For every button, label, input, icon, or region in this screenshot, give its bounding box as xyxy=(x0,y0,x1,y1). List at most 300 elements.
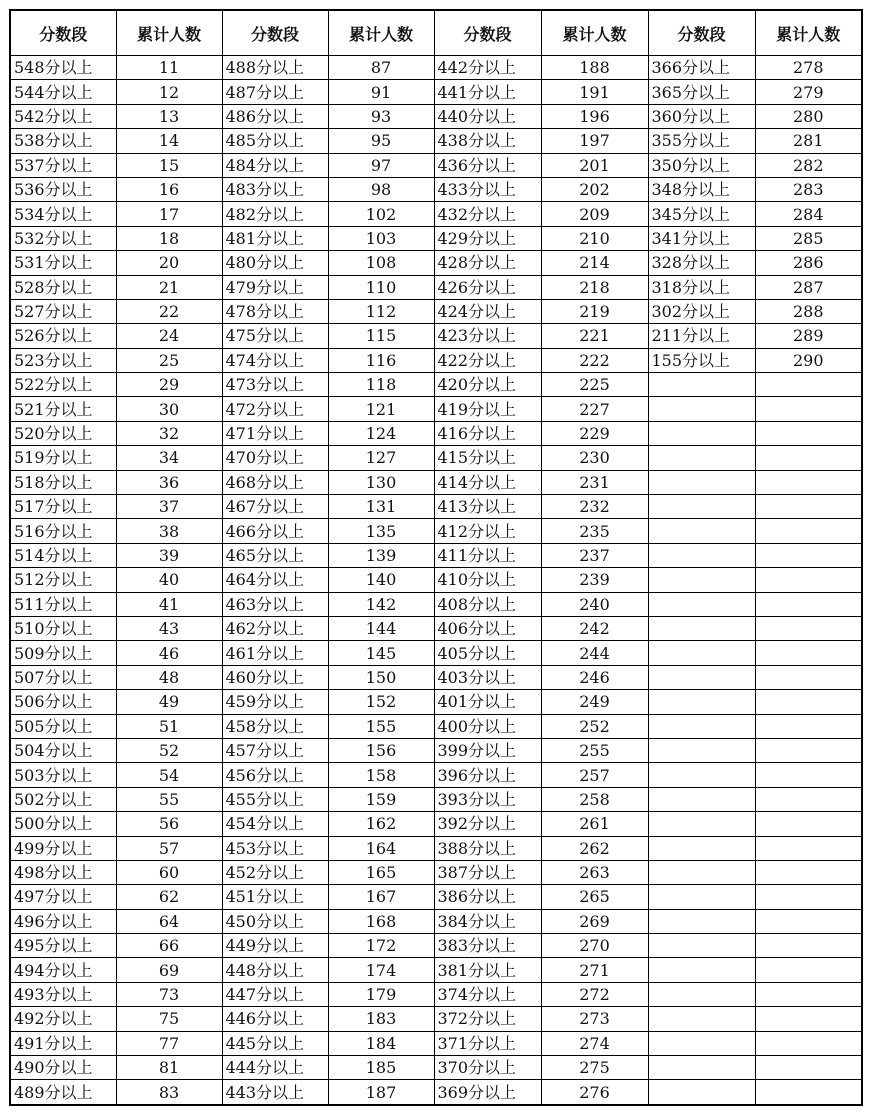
cumulative-count-cell xyxy=(755,1056,862,1080)
score-segment-cell xyxy=(648,836,755,860)
score-segment-cell: 420分以上 xyxy=(434,373,541,397)
score-segment-cell: 429分以上 xyxy=(434,226,541,250)
score-segment-cell: 406分以上 xyxy=(434,616,541,640)
table-row xyxy=(10,592,862,616)
score-segment-cell: 413分以上 xyxy=(434,495,541,519)
cumulative-count-cell: 41 xyxy=(116,592,222,616)
score-segment-cell: 423分以上 xyxy=(434,324,541,348)
cumulative-count-cell: 57 xyxy=(116,836,222,860)
cumulative-count-cell: 110 xyxy=(328,275,434,299)
cumulative-count-cell xyxy=(755,885,862,909)
score-segment-cell: 441分以上 xyxy=(434,80,541,104)
table-row xyxy=(10,665,862,689)
score-segment-cell: 528分以上 xyxy=(10,275,116,299)
cumulative-count-cell: 196 xyxy=(541,104,648,128)
score-segment-cell: 422分以上 xyxy=(434,348,541,372)
cumulative-count-cell: 155 xyxy=(328,714,434,738)
cumulative-count-cell xyxy=(755,519,862,543)
cumulative-count-cell: 131 xyxy=(328,495,434,519)
score-segment-cell: 436分以上 xyxy=(434,153,541,177)
score-segment-cell: 466分以上 xyxy=(222,519,328,543)
table-row xyxy=(10,982,862,1006)
score-segment-cell xyxy=(648,1007,755,1031)
cumulative-count-cell: 37 xyxy=(116,495,222,519)
score-segment-cell: 360分以上 xyxy=(648,104,755,128)
cumulative-count-cell xyxy=(755,860,862,884)
score-segment-cell: 405分以上 xyxy=(434,641,541,665)
score-segment-cell: 498分以上 xyxy=(10,860,116,884)
score-segment-cell: 478分以上 xyxy=(222,299,328,323)
score-segment-cell: 155分以上 xyxy=(648,348,755,372)
cumulative-count-cell: 280 xyxy=(755,104,862,128)
cumulative-count-cell: 97 xyxy=(328,153,434,177)
table-row xyxy=(10,1007,862,1031)
score-segment-cell: 479分以上 xyxy=(222,275,328,299)
cumulative-count-cell: 209 xyxy=(541,202,648,226)
cumulative-count-cell: 103 xyxy=(328,226,434,250)
score-segment-cell: 472分以上 xyxy=(222,397,328,421)
score-segment-cell: 505分以上 xyxy=(10,714,116,738)
header-score-segment-3: 分数段 xyxy=(434,10,541,56)
score-segment-cell: 473分以上 xyxy=(222,373,328,397)
score-segment-cell: 403分以上 xyxy=(434,665,541,689)
cumulative-count-cell: 252 xyxy=(541,714,648,738)
score-segment-cell: 372分以上 xyxy=(434,1007,541,1031)
score-segment-cell: 211分以上 xyxy=(648,324,755,348)
score-segment-cell: 517分以上 xyxy=(10,495,116,519)
cumulative-count-cell: 116 xyxy=(328,348,434,372)
cumulative-count-cell: 15 xyxy=(116,153,222,177)
score-segment-cell: 482分以上 xyxy=(222,202,328,226)
cumulative-count-cell: 135 xyxy=(328,519,434,543)
cumulative-count-cell xyxy=(755,738,862,762)
cumulative-count-cell: 87 xyxy=(328,56,434,80)
score-segment-cell xyxy=(648,543,755,567)
score-segment-cell: 459分以上 xyxy=(222,690,328,714)
table-row xyxy=(10,812,862,836)
score-segment-cell xyxy=(648,934,755,958)
table-row xyxy=(10,299,862,323)
score-segment-cell: 444分以上 xyxy=(222,1056,328,1080)
score-segment-cell: 511分以上 xyxy=(10,592,116,616)
score-segment-cell: 538分以上 xyxy=(10,129,116,153)
score-segment-cell: 400分以上 xyxy=(434,714,541,738)
score-segment-cell: 450分以上 xyxy=(222,909,328,933)
cumulative-count-cell: 32 xyxy=(116,421,222,445)
score-segment-cell: 410分以上 xyxy=(434,568,541,592)
score-segment-cell: 521分以上 xyxy=(10,397,116,421)
cumulative-count-cell xyxy=(755,641,862,665)
cumulative-count-cell xyxy=(755,616,862,640)
cumulative-count-cell: 184 xyxy=(328,1031,434,1055)
cumulative-count-cell: 246 xyxy=(541,665,648,689)
cumulative-count-cell: 168 xyxy=(328,909,434,933)
score-segment-cell: 486分以上 xyxy=(222,104,328,128)
cumulative-count-cell: 219 xyxy=(541,299,648,323)
score-segment-cell xyxy=(648,763,755,787)
cumulative-count-cell: 164 xyxy=(328,836,434,860)
cumulative-count-cell xyxy=(755,495,862,519)
cumulative-count-cell: 69 xyxy=(116,958,222,982)
score-segment-cell: 460分以上 xyxy=(222,665,328,689)
score-segment-cell: 516分以上 xyxy=(10,519,116,543)
score-segment-cell xyxy=(648,421,755,445)
score-segment-cell: 464分以上 xyxy=(222,568,328,592)
table-row xyxy=(10,177,862,201)
score-segment-cell: 447分以上 xyxy=(222,982,328,1006)
cumulative-count-cell xyxy=(755,812,862,836)
score-segment-cell: 365分以上 xyxy=(648,80,755,104)
score-segment-cell: 350分以上 xyxy=(648,153,755,177)
cumulative-count-cell xyxy=(755,958,862,982)
table-row xyxy=(10,129,862,153)
score-segment-cell: 399分以上 xyxy=(434,738,541,762)
cumulative-count-cell: 222 xyxy=(541,348,648,372)
cumulative-count-cell: 121 xyxy=(328,397,434,421)
cumulative-count-cell: 91 xyxy=(328,80,434,104)
score-segment-cell: 481分以上 xyxy=(222,226,328,250)
score-segment-cell: 411分以上 xyxy=(434,543,541,567)
score-segment-cell: 401分以上 xyxy=(434,690,541,714)
score-segment-cell: 328分以上 xyxy=(648,251,755,275)
score-segment-cell: 487分以上 xyxy=(222,80,328,104)
score-segment-cell: 548分以上 xyxy=(10,56,116,80)
cumulative-count-cell: 188 xyxy=(541,56,648,80)
cumulative-count-cell: 75 xyxy=(116,1007,222,1031)
score-segment-cell: 467分以上 xyxy=(222,495,328,519)
table-row xyxy=(10,1031,862,1055)
score-segment-cell xyxy=(648,714,755,738)
cumulative-count-cell: 221 xyxy=(541,324,648,348)
score-segment-cell: 449分以上 xyxy=(222,934,328,958)
cumulative-count-cell: 14 xyxy=(116,129,222,153)
score-segment-cell: 454分以上 xyxy=(222,812,328,836)
cumulative-count-cell: 244 xyxy=(541,641,648,665)
score-segment-cell: 512分以上 xyxy=(10,568,116,592)
cumulative-count-cell: 54 xyxy=(116,763,222,787)
table-row xyxy=(10,421,862,445)
cumulative-count-cell: 214 xyxy=(541,251,648,275)
cumulative-count-cell: 20 xyxy=(116,251,222,275)
cumulative-count-cell xyxy=(755,470,862,494)
table-row xyxy=(10,80,862,104)
table-row xyxy=(10,543,862,567)
score-segment-cell: 388分以上 xyxy=(434,836,541,860)
cumulative-count-cell: 270 xyxy=(541,934,648,958)
table-row xyxy=(10,763,862,787)
table-row xyxy=(10,251,862,275)
score-segment-cell: 443分以上 xyxy=(222,1080,328,1105)
cumulative-count-cell xyxy=(755,1031,862,1055)
score-segment-cell: 497分以上 xyxy=(10,885,116,909)
table-row xyxy=(10,104,862,128)
score-distribution-table xyxy=(9,9,863,1106)
score-segment-cell: 489分以上 xyxy=(10,1080,116,1105)
score-segment-cell: 455分以上 xyxy=(222,787,328,811)
score-segment-cell: 366分以上 xyxy=(648,56,755,80)
score-segment-cell: 412分以上 xyxy=(434,519,541,543)
score-segment-cell: 491分以上 xyxy=(10,1031,116,1055)
cumulative-count-cell: 185 xyxy=(328,1056,434,1080)
cumulative-count-cell: 98 xyxy=(328,177,434,201)
cumulative-count-cell: 29 xyxy=(116,373,222,397)
score-segment-cell: 465分以上 xyxy=(222,543,328,567)
table-row xyxy=(10,397,862,421)
cumulative-count-cell: 30 xyxy=(116,397,222,421)
cumulative-count-cell: 165 xyxy=(328,860,434,884)
score-segment-cell: 442分以上 xyxy=(434,56,541,80)
table-row xyxy=(10,495,862,519)
cumulative-count-cell: 172 xyxy=(328,934,434,958)
score-segment-cell xyxy=(648,982,755,1006)
score-segment-cell xyxy=(648,787,755,811)
cumulative-count-cell: 22 xyxy=(116,299,222,323)
cumulative-count-cell: 118 xyxy=(328,373,434,397)
score-segment-cell: 426分以上 xyxy=(434,275,541,299)
cumulative-count-cell: 229 xyxy=(541,421,648,445)
table-row xyxy=(10,860,862,884)
table-row xyxy=(10,373,862,397)
cumulative-count-cell xyxy=(755,1007,862,1031)
cumulative-count-cell: 255 xyxy=(541,738,648,762)
score-segment-cell: 522分以上 xyxy=(10,373,116,397)
score-segment-cell: 527分以上 xyxy=(10,299,116,323)
cumulative-count-cell: 284 xyxy=(755,202,862,226)
cumulative-count-cell: 145 xyxy=(328,641,434,665)
cumulative-count-cell xyxy=(755,836,862,860)
score-segment-cell: 474分以上 xyxy=(222,348,328,372)
cumulative-count-cell: 56 xyxy=(116,812,222,836)
score-segment-cell: 499分以上 xyxy=(10,836,116,860)
score-segment-cell: 502分以上 xyxy=(10,787,116,811)
header-cumulative-count-3: 累计人数 xyxy=(541,10,648,56)
cumulative-count-cell: 150 xyxy=(328,665,434,689)
cumulative-count-cell: 283 xyxy=(755,177,862,201)
table-row xyxy=(10,885,862,909)
cumulative-count-cell: 112 xyxy=(328,299,434,323)
cumulative-count-cell: 38 xyxy=(116,519,222,543)
score-segment-cell xyxy=(648,812,755,836)
score-segment-cell: 537分以上 xyxy=(10,153,116,177)
score-segment-cell: 534分以上 xyxy=(10,202,116,226)
score-segment-cell: 500分以上 xyxy=(10,812,116,836)
score-segment-cell: 348分以上 xyxy=(648,177,755,201)
cumulative-count-cell: 201 xyxy=(541,153,648,177)
score-segment-cell: 428分以上 xyxy=(434,251,541,275)
cumulative-count-cell: 258 xyxy=(541,787,648,811)
cumulative-count-cell: 183 xyxy=(328,1007,434,1031)
score-segment-cell: 393分以上 xyxy=(434,787,541,811)
cumulative-count-cell xyxy=(755,909,862,933)
table-row xyxy=(10,934,862,958)
cumulative-count-cell xyxy=(755,421,862,445)
cumulative-count-cell: 275 xyxy=(541,1056,648,1080)
table-row xyxy=(10,714,862,738)
cumulative-count-cell xyxy=(755,934,862,958)
table-row xyxy=(10,690,862,714)
cumulative-count-cell: 73 xyxy=(116,982,222,1006)
score-segment-cell: 432分以上 xyxy=(434,202,541,226)
score-segment-cell: 480分以上 xyxy=(222,251,328,275)
header-score-segment-4: 分数段 xyxy=(648,10,755,56)
score-segment-cell: 387分以上 xyxy=(434,860,541,884)
cumulative-count-cell: 144 xyxy=(328,616,434,640)
cumulative-count-cell: 231 xyxy=(541,470,648,494)
cumulative-count-cell xyxy=(755,373,862,397)
score-segment-cell: 536分以上 xyxy=(10,177,116,201)
score-segment-cell: 483分以上 xyxy=(222,177,328,201)
score-segment-cell: 531分以上 xyxy=(10,251,116,275)
cumulative-count-cell: 21 xyxy=(116,275,222,299)
cumulative-count-cell: 130 xyxy=(328,470,434,494)
cumulative-count-cell: 25 xyxy=(116,348,222,372)
score-segment-cell: 485分以上 xyxy=(222,129,328,153)
cumulative-count-cell: 285 xyxy=(755,226,862,250)
cumulative-count-cell: 240 xyxy=(541,592,648,616)
score-segment-cell: 542分以上 xyxy=(10,104,116,128)
score-segment-cell xyxy=(648,958,755,982)
score-segment-cell: 509分以上 xyxy=(10,641,116,665)
score-segment-cell: 457分以上 xyxy=(222,738,328,762)
score-segment-cell: 416分以上 xyxy=(434,421,541,445)
score-segment-cell xyxy=(648,568,755,592)
header-row xyxy=(10,10,862,56)
cumulative-count-cell: 43 xyxy=(116,616,222,640)
cumulative-count-cell: 225 xyxy=(541,373,648,397)
cumulative-count-cell: 24 xyxy=(116,324,222,348)
cumulative-count-cell: 278 xyxy=(755,56,862,80)
cumulative-count-cell: 77 xyxy=(116,1031,222,1055)
score-segment-cell: 470分以上 xyxy=(222,446,328,470)
cumulative-count-cell: 210 xyxy=(541,226,648,250)
score-segment-cell: 371分以上 xyxy=(434,1031,541,1055)
table-row xyxy=(10,226,862,250)
cumulative-count-cell: 17 xyxy=(116,202,222,226)
table-row xyxy=(10,519,862,543)
score-segment-cell: 514分以上 xyxy=(10,543,116,567)
cumulative-count-cell: 162 xyxy=(328,812,434,836)
score-segment-cell: 408分以上 xyxy=(434,592,541,616)
cumulative-count-cell: 273 xyxy=(541,1007,648,1031)
cumulative-count-cell: 152 xyxy=(328,690,434,714)
cumulative-count-cell: 64 xyxy=(116,909,222,933)
score-segment-cell: 526分以上 xyxy=(10,324,116,348)
cumulative-count-cell: 142 xyxy=(328,592,434,616)
score-segment-cell xyxy=(648,665,755,689)
score-segment-cell: 504分以上 xyxy=(10,738,116,762)
score-segment-cell: 355分以上 xyxy=(648,129,755,153)
table-row xyxy=(10,275,862,299)
cumulative-count-cell xyxy=(755,568,862,592)
cumulative-count-cell: 187 xyxy=(328,1080,434,1105)
cumulative-count-cell: 158 xyxy=(328,763,434,787)
cumulative-count-cell: 49 xyxy=(116,690,222,714)
score-segment-cell: 381分以上 xyxy=(434,958,541,982)
score-segment-cell: 438分以上 xyxy=(434,129,541,153)
cumulative-count-cell xyxy=(755,982,862,1006)
score-segment-cell: 433分以上 xyxy=(434,177,541,201)
cumulative-count-cell: 249 xyxy=(541,690,648,714)
score-segment-cell: 451分以上 xyxy=(222,885,328,909)
cumulative-count-cell: 48 xyxy=(116,665,222,689)
cumulative-count-cell: 288 xyxy=(755,299,862,323)
score-segment-cell: 510分以上 xyxy=(10,616,116,640)
score-segment-cell: 386分以上 xyxy=(434,885,541,909)
score-segment-cell xyxy=(648,1080,755,1105)
cumulative-count-cell: 81 xyxy=(116,1056,222,1080)
cumulative-count-cell: 269 xyxy=(541,909,648,933)
cumulative-count-cell: 227 xyxy=(541,397,648,421)
cumulative-count-cell: 83 xyxy=(116,1080,222,1105)
cumulative-count-cell xyxy=(755,665,862,689)
score-segment-cell xyxy=(648,373,755,397)
cumulative-count-cell: 102 xyxy=(328,202,434,226)
cumulative-count-cell xyxy=(755,763,862,787)
cumulative-count-cell: 261 xyxy=(541,812,648,836)
cumulative-count-cell: 263 xyxy=(541,860,648,884)
table-row xyxy=(10,909,862,933)
table-row xyxy=(10,568,862,592)
score-segment-cell: 448分以上 xyxy=(222,958,328,982)
cumulative-count-cell: 140 xyxy=(328,568,434,592)
score-segment-cell: 318分以上 xyxy=(648,275,755,299)
score-segment-cell: 369分以上 xyxy=(434,1080,541,1105)
score-segment-cell: 445分以上 xyxy=(222,1031,328,1055)
cumulative-count-cell: 286 xyxy=(755,251,862,275)
cumulative-count-cell: 51 xyxy=(116,714,222,738)
cumulative-count-cell: 265 xyxy=(541,885,648,909)
score-segment-cell: 384分以上 xyxy=(434,909,541,933)
cumulative-count-cell: 13 xyxy=(116,104,222,128)
cumulative-count-cell: 218 xyxy=(541,275,648,299)
score-segment-cell: 345分以上 xyxy=(648,202,755,226)
cumulative-count-cell: 197 xyxy=(541,129,648,153)
table-row xyxy=(10,641,862,665)
cumulative-count-cell: 34 xyxy=(116,446,222,470)
cumulative-count-cell xyxy=(755,397,862,421)
cumulative-count-cell: 174 xyxy=(328,958,434,982)
score-segment-cell xyxy=(648,1031,755,1055)
cumulative-count-cell: 52 xyxy=(116,738,222,762)
cumulative-count-cell: 95 xyxy=(328,129,434,153)
score-segment-cell: 520分以上 xyxy=(10,421,116,445)
cumulative-count-cell: 232 xyxy=(541,495,648,519)
cumulative-count-cell: 257 xyxy=(541,763,648,787)
cumulative-count-cell: 66 xyxy=(116,934,222,958)
table-row xyxy=(10,616,862,640)
table-row xyxy=(10,324,862,348)
score-segment-cell: 523分以上 xyxy=(10,348,116,372)
score-segment-cell: 494分以上 xyxy=(10,958,116,982)
cumulative-count-cell: 139 xyxy=(328,543,434,567)
cumulative-count-cell: 55 xyxy=(116,787,222,811)
score-segment-cell xyxy=(648,909,755,933)
score-segment-cell: 341分以上 xyxy=(648,226,755,250)
cumulative-count-cell: 156 xyxy=(328,738,434,762)
score-segment-cell xyxy=(648,397,755,421)
header-cumulative-count-4: 累计人数 xyxy=(755,10,862,56)
cumulative-count-cell: 36 xyxy=(116,470,222,494)
score-segment-cell xyxy=(648,738,755,762)
score-segment-cell: 462分以上 xyxy=(222,616,328,640)
score-segment-cell: 496分以上 xyxy=(10,909,116,933)
table-row xyxy=(10,56,862,80)
score-segment-cell: 488分以上 xyxy=(222,56,328,80)
cumulative-count-cell: 60 xyxy=(116,860,222,884)
cumulative-count-cell: 272 xyxy=(541,982,648,1006)
cumulative-count-cell: 93 xyxy=(328,104,434,128)
cumulative-count-cell: 11 xyxy=(116,56,222,80)
